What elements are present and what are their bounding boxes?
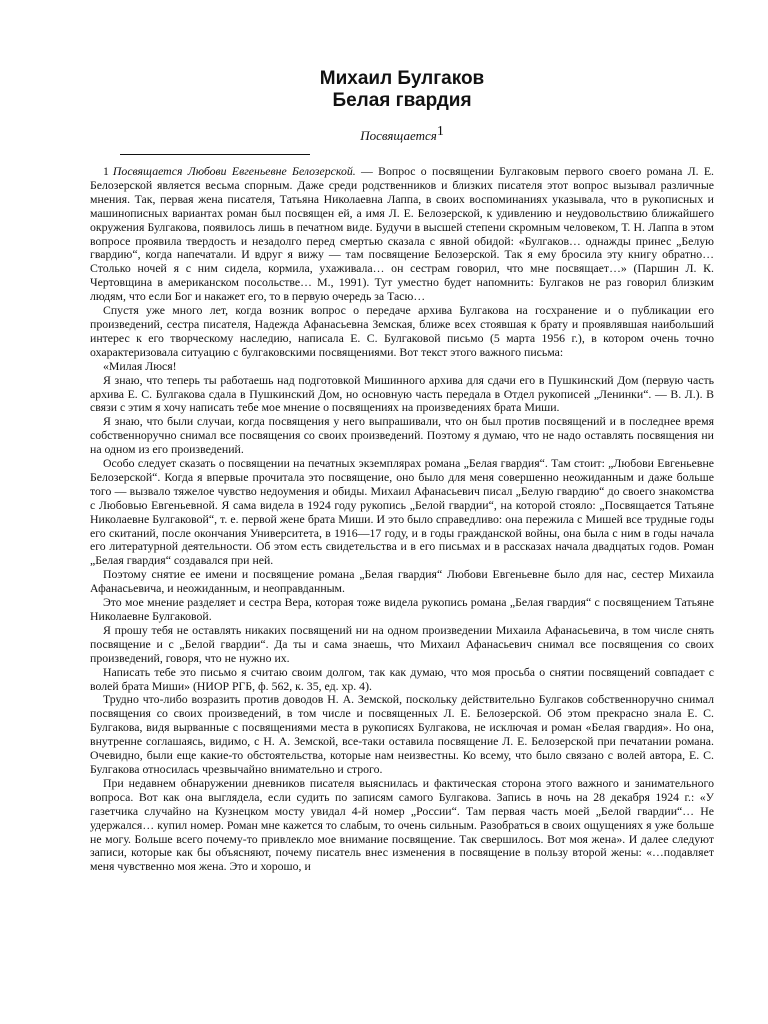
book-title: Белая гвардия xyxy=(332,90,472,111)
footnote-paragraph: Я знаю, что теперь ты работаешь над подготовкой Мишинного архива для сдачи его в Пушкинский Дом (первую часть архива Е. С. Булгакова сдала в Пушкинский Дом, но основную часть передала в Отдел рукописей „Ленинки“. — В. Л.). В связи с этим я хочу написать тебе мое мнение о посвящениях на произведениях брата Миши. xyxy=(90,372,714,415)
footnote-paragraph: Спустя уже много лет, когда возник вопрос о передаче архива Булгакова на госхранение и о публикации его произведений, сестра писателя, Надежда Афанасьевна Земская, ближе всех стоявшая к брату и проявлявшая наибольший интерес к его творческому наследию, написала Е. С. Булгаковой письмо (5 марта 1956 г.), в котором очень точно охарактеризовала ситуацию с булгаковскими посвящениями. Вот текст этого важного письма: xyxy=(90,303,714,359)
footnote-paragraph: Написать тебе это письмо я считаю своим долгом, так как думаю, что моя просьба о снятии посвящений совпадает с волей брата Миши» (НИОР РГБ, ф. 562, к. 35, ед. хр. 4). xyxy=(90,664,714,693)
footnote-separator xyxy=(120,154,310,155)
footnote-paragraph: Трудно что-либо возразить против доводов Н. А. Земской, поскольку действительно Булгаков собственноручно снимал посвящения со своих произведений, в том числе и посвященных Л. Е. Белозерской. Об этом прекрасно знала Е. С. Булгакова, видя вырванные с посвящениями места в рукописях Булгакова, не исключая и роман «Белая гвардия». Но она, внутренне соглашаясь, видимо, с Н. А. Земской, все-таки оставила посвящение Л. Е. Белозерской при печатании романа. Очевидно, были еще какие-то обстоятельства, которые нам неизвестны. Ко всему, что было связано с волей автора, Е. С. Булгакова относилась чрезвычайно внимательно и строго. xyxy=(90,692,714,776)
footnote-paragraph: «Милая Люся! xyxy=(103,358,177,373)
footnote-paragraph xyxy=(90,165,714,304)
footnote-paragraph: Я знаю, что были случаи, когда посвящения у него выпрашивали, что он был против посвящений и в последнее время собственноручно снимал все посвящения со своих произведений. Поэтому я думаю, что не надо оставлять посвящения ни на одном из его произведений. xyxy=(90,414,714,457)
dedication-label: Посвящается xyxy=(360,128,437,143)
footnote-body xyxy=(90,165,714,874)
footnote-reference[interactable]: 1 xyxy=(436,124,444,139)
dedication-line xyxy=(90,124,714,144)
footnote-text: — Вопрос о посвящении Булгаковым первого своего романа Л. Е. Белозерской является весьма спорным. Даже среди родственников и близких писателя этот вопрос вызывал различные мнения. Так, первая жена писателя, Татьяна Николаевна Лаппа, в своих воспоминаниях указывала, что в рукописных и машинописных вариантах роман был посвящен ей, а имя Л. Е. Белозерской, к удивлению и неудовольствию ближайшего окружения Булгакова, появилось лишь в печатном виде. Будучи в высшей степени скромным человеком, Т. Н. Лаппа в этом вопросе проявила твердость и незадолго перед смертью сказала с явной обидой: «Булгаков… однажды принес „Белую гвардию“, когда напечатали. И вдруг я вижу — там посвящение Белозерской. Так я ему бросила эту книгу обратно… Столько ночей я с ним сидела, кормила, ухаживала… он сестрам говорил, что мне посвящает…» (Паршин Л. К. Чертовщина в американском посольстве… М., 1991). Тут уместно будет напомнить: Булгаков не раз говорил близким людям, что если Бог и накажет его, то в первую очередь за Тасю… xyxy=(90,164,715,304)
footnote-number: 1 xyxy=(103,164,109,178)
footnote-paragraph: Это мое мнение разделяет и сестра Вера, которая тоже видела рукопись романа „Белая гвардия“ с посвящением Татьяне Николаевне Булгаковой. xyxy=(90,595,714,623)
footnote-paragraph: Особо следует сказать о посвящении на печатных экземплярах романа „Белая гвардия“. Там стоит: „Любови Евгеньевне Белозерской“. Когда я впервые прочитала это посвящение, оно было для меня совершенно неожиданным и даже больше того — вызвало тяжелое чувство недоумения и обиды. Михаил Афанасьевич писал „Белую гвардию“ до своего знакомства с Любовью Евгеньевной. Я сама видела в 1924 году рукопись „Белой гвардии“, на которой стояло: „Посвящается Татьяне Николаевне Булгаковой“, т. е. первой жене брата Миши. И это было справедливо: она пережила с Мишей все трудные годы его скитаний, после окончания Университета, в 1916—17 году, и в годы гражданской войны, она была с ним в годы начала его литературной деятельности. Об этом есть свидетельства и в его письмах и в рассказах начала двадцатых годов. Роман „Белая гвардия“ создавался при ней. xyxy=(90,456,714,568)
document-page xyxy=(90,68,714,874)
footnote-paragraph: Я прошу тебя не оставлять никаких посвящений ни на одном произведении Михаила Афанасьевича, в том числе снять посвящение и с „Белой гвардии“. Да ты и сама знаешь, что Михаил Афанасьевич снимал все посвящения со своих произведений, говоря, что не нужно их. xyxy=(90,622,714,665)
footnote-paragraph: При недавнем обнаружении дневников писателя выяснилась и фактическая сторона этого важного и занимательного вопроса. Вот как она выглядела, если судить по записям самого Булгакова. Запись в ночь на 28 декабря 1924 г.: «У газетчика случайно на Кузнецком мосту увидал 4-й номер „России“. Там первая часть моей „Белой гвардии“… Не удержался… купил номер. Роман мне кажется то слабым, то очень сильным. Разобраться в своих ощущениях я уже больше не могу. Больше всего почему-то привлекло мое внимание посвящение. Так свершилось. Вот моя жена». И далее следуют записи, которые как бы объясняют, почему писатель внес изменения в посвящение в пользу второй жены: «…подавляет меня чувственно моя жена. Это и хорошо, и xyxy=(90,775,714,874)
footnote-lead: Посвящается Любови Евгеньевне Белозерской. xyxy=(112,164,356,178)
footnote-paragraph: Поэтому снятие ее имени и посвящение романа „Белая гвардия“ Любови Евгеньевне было для нас, сестер Михаила Афанасьевича, и неожиданным, и неоправданным. xyxy=(90,567,714,596)
author-name: Михаил Булгаков xyxy=(319,68,485,89)
